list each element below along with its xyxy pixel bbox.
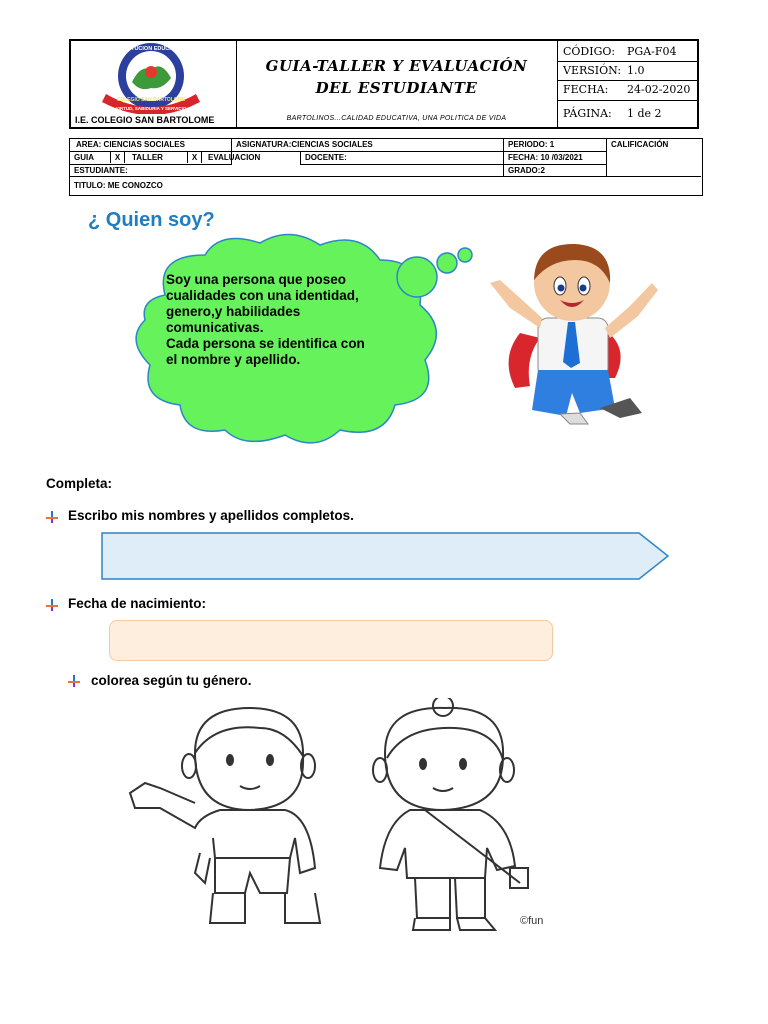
logo-motto: VIRTUD, SABIDURIA Y SERVICIO: [115, 106, 187, 111]
item-fecha-label: Fecha de nacimiento:: [68, 596, 207, 611]
document-header: [69, 39, 699, 129]
bullet-icon: [67, 674, 81, 688]
taller-mark: X: [187, 152, 202, 163]
completa-label: Completa:: [46, 476, 113, 491]
logo-text-bottom: COLEGIO SAN BARTOLOME: [116, 97, 186, 103]
bullet-icon: [45, 598, 59, 612]
meta-value: 1 de 2: [627, 107, 662, 120]
name-input-arrow-box[interactable]: [101, 532, 671, 582]
fecha-cell: FECHA: 10 /03/2021: [504, 152, 607, 165]
birthdate-input-box[interactable]: [109, 620, 553, 661]
meta-row-date: [557, 80, 697, 101]
cloud-text: Soy una persona que poseo cualidades con una identidad, genero,y habilidades comunicativas. Cada persona se identifica con el nombre y apellido.: [166, 272, 365, 367]
motto: BARTOLINOS...CALIDAD EDUCATIVA, UNA POLITICA DE VIDA: [286, 115, 507, 122]
guia-mark: X: [110, 152, 125, 163]
evaluacion-label: EVALUACION: [208, 153, 261, 162]
meta-key: PÁGINA:: [563, 107, 612, 120]
bullet-icon: [45, 510, 59, 524]
type-row: [70, 152, 261, 165]
guia-label: GUIA: [74, 153, 94, 162]
logo-text-top: INSTITUCION EDUCATIVA: [117, 46, 185, 52]
section-heading: ¿ Quien soy?: [88, 209, 215, 231]
docente-cell: DOCENTE:: [300, 152, 504, 165]
periodo-cell: PERIODO: 1: [504, 139, 607, 152]
coloring-kids-illustration: [125, 698, 565, 938]
meta-row-code: [557, 41, 697, 62]
meta-row-version: [557, 61, 697, 81]
watermark: ©fun: [520, 915, 544, 927]
meta-row-page: [557, 100, 697, 127]
meta-cell: [557, 41, 697, 127]
asignatura-cell: ASIGNATURA:CIENCIAS SOCIALES: [232, 139, 504, 152]
meta-value: PGA-F04: [627, 45, 677, 58]
school-name: I.E. COLEGIO SAN BARTOLOME: [75, 115, 215, 125]
meta-key: FECHA:: [563, 83, 609, 96]
taller-label: TALLER: [132, 153, 163, 162]
titulo-cell: TITULO: ME CONOZCO: [74, 181, 163, 190]
title-line-2: DEL ESTUDIANTE: [315, 79, 478, 97]
estudiante-cell: ESTUDIANTE:: [70, 165, 504, 177]
info-table: [69, 138, 703, 196]
logo-cell: [71, 41, 237, 127]
item-colorea-label: colorea según tu género.: [91, 673, 252, 688]
meta-value: 24-02-2020: [627, 83, 691, 96]
school-logo: [96, 42, 206, 114]
area-cell: AREA: CIENCIAS SOCIALES: [70, 139, 232, 152]
title-cell: [236, 41, 558, 127]
calificacion-cell: CALIFICACIÓN: [607, 139, 701, 177]
jumping-boy-illustration: [480, 238, 670, 438]
meta-value: 1.0: [627, 64, 645, 77]
title-line-1: GUIA-TALLER Y EVALUACIÓN: [265, 57, 528, 75]
meta-key: CÓDIGO:: [563, 45, 616, 58]
grado-cell: GRADO:2: [504, 165, 607, 177]
meta-key: VERSIÓN:: [563, 64, 622, 77]
item-nombres-label: Escribo mis nombres y apellidos completos.: [68, 508, 354, 523]
